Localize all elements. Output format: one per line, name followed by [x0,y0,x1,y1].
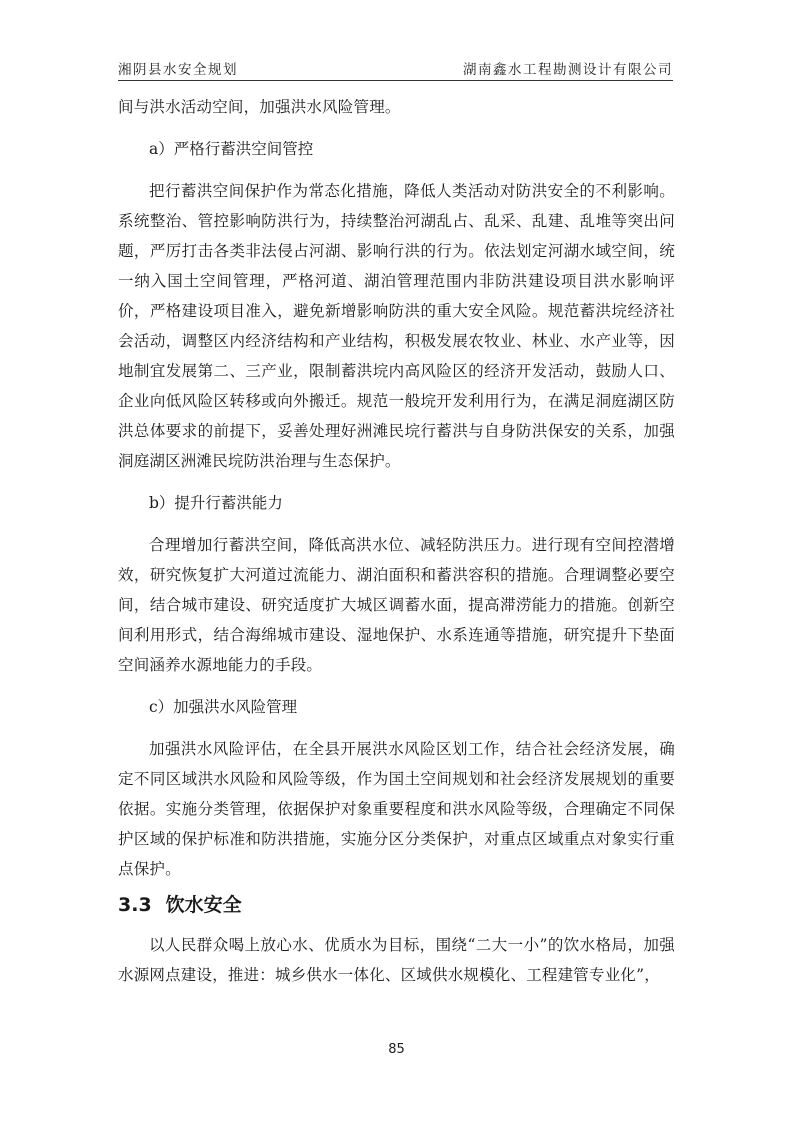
subheading-a: a）严格行蓄洪空间管控 [149,140,314,158]
page-number: 85 [388,1042,405,1057]
paragraph-d: 以人民群众喝上放心水、优质水为目标，围绕“二大一小”的饮水格局，加强水源网点建设，推进：城乡供水一体化、区域供水规模化、工程建管专业化”， [118,936,675,984]
paragraph-continued: 间与洪水活动空间，加强洪水风险管理。 [118,98,401,116]
header-document-title: 湘阴县水安全规划 [118,62,238,78]
paragraph-a: 把行蓄洪空间保护作为常态化措施，降低人类活动对防洪安全的不利影响。系统整治、管控影响防洪行为，持续整治河湖乱占、乱采、乱建、乱堆等突出问题，严厉打击各类非法侵占河湖、影响行洪的行为。依法划定河湖水域空间，统一纳入国土空间管理，严格河道、湖泊管理范围内非防洪建设项目洪水影响评价，严格建设项目准入，避免新增影响防洪的重大安全风险。规范蓄洪垸经济社会活动，调整区内经济结构和产业结构，积极发展农牧业、林业、水产业等，因地制宜发展第二、三产业，限制蓄洪垸内高风险区的经济开发活动，鼓励人口、企业向低风险区转移或向外搬迁。规范一般垸开发利用行为，在满足洞庭湖区防洪总体要求的前提下，妥善处理好洲滩民垸行蓄洪与自身防洪保安的关系，加强洞庭湖区洲滩民垸防洪治理与生态保护。 [118,182,675,470]
header-company-name: 湖南鑫水工程勘测设计有限公司 [463,62,673,78]
paragraph-c: 加强洪水风险评估，在全县开展洪水风险区划工作，结合社会经济发展，确定不同区域洪水风险和风险等级，作为国土空间规划和社会经济发展规划的重要依据。实施分类管理，依据保护对象重要程度和洪水风险等级，合理确定不同保护区域的保护标准和防洪措施，实施分区分类保护，对重点区域重点对象实行重点保护。 [118,740,675,878]
page-header [118,56,673,81]
page-body [118,92,675,990]
subheading-b: b）提升行蓄洪能力 [149,494,283,512]
section-number: 3.3 [118,894,152,916]
paragraph-b: 合理增加行蓄洪空间，降低高洪水位、减轻防洪压力。进行现有空间控潜增效，研究恢复扩大河道过流能力、湖泊面积和蓄洪容积的措施。合理调整必要空间，结合城市建设、研究适度扩大城区调蓄水面，提高滞涝能力的措施。创新空间利用形式，结合海绵城市建设、湿地保护、水系连通等措施，研究提升下垫面空间涵养水源地能力的手段。 [118,536,675,674]
section-title: 饮水安全 [165,894,242,916]
subheading-c: c）加强洪水风险管理 [149,698,298,716]
section-heading [118,890,675,920]
